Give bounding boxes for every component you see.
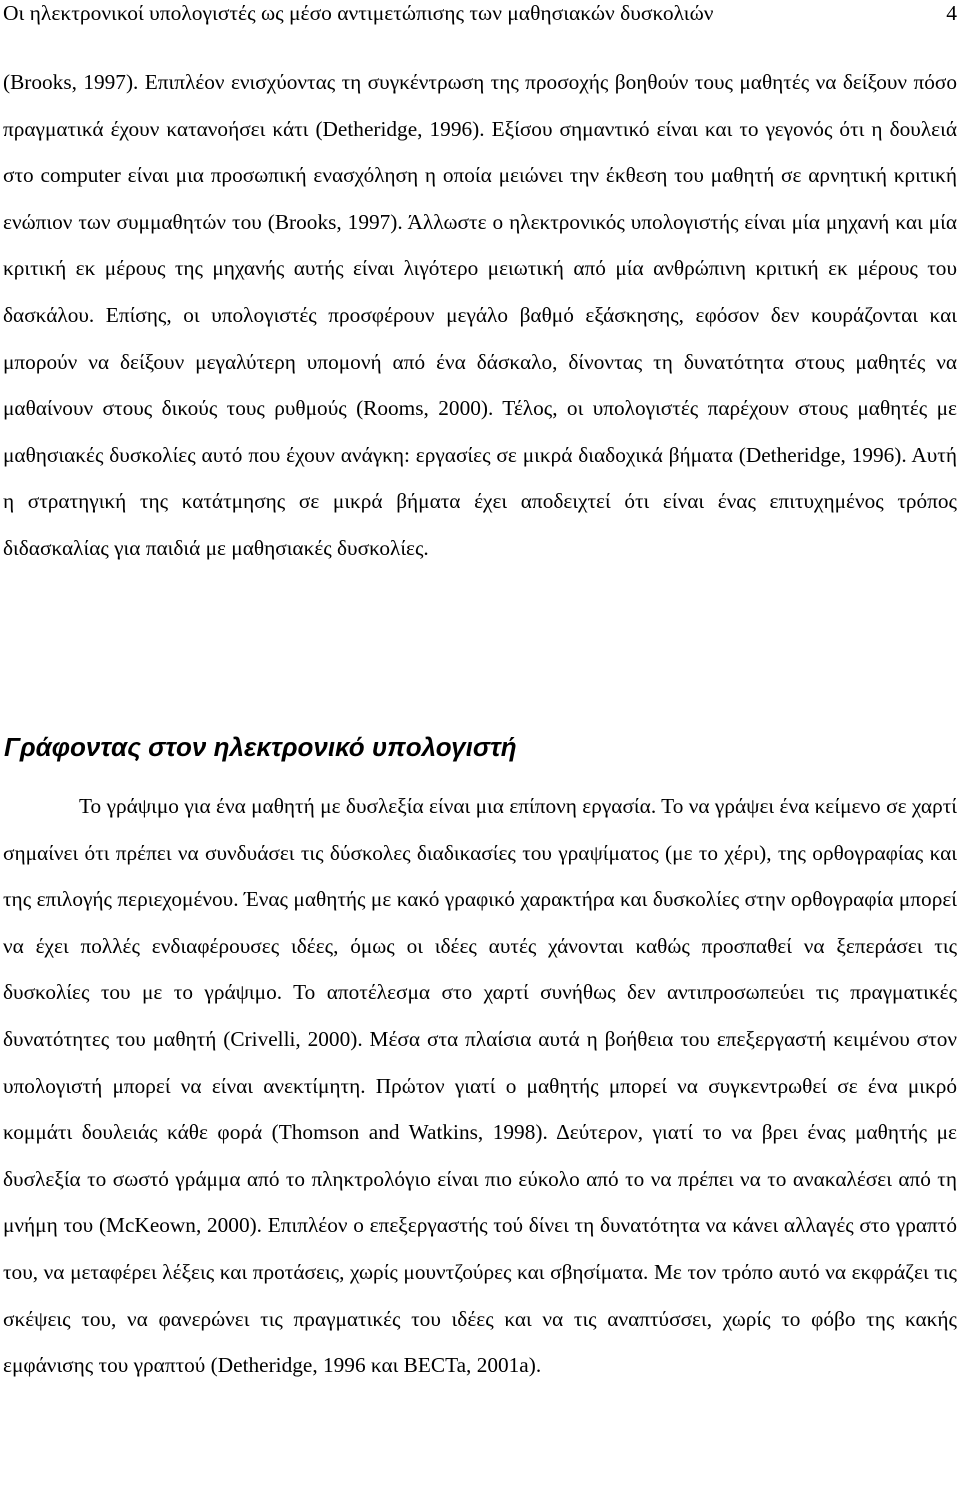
page-number: 4 [946,1,957,25]
section-heading: Γράφοντας στον ηλεκτρονικό υπολογιστή [4,732,517,762]
running-title: Οι ηλεκτρονικοί υπολογιστές ως μέσο αντιμετώπισης των μαθησιακών δυσκολιών [3,1,714,25]
body-paragraph-2: Το γράψιμο για ένα μαθητή με δυσλεξία είναι μια επίπονη εργασία. Το να γράψει ένα κείμενο σε χαρτί σημαίνει ότι πρέπει να συνδυάσει τις δύσκολες διαδικασίες του γραψίματος (με το χέρι), της ορθογραφίας και της επιλογής περιεχομένου. Ένας μαθητής με κακό γραφικό χαρακτήρα και δυσκολίες στην ορθογραφία μπορεί να έχει πολλές ενδιαφέρουσες ιδέες, όμως οι ιδέες αυτές χάνονται καθώς προσπαθεί να ξεπεράσει τις δυσκολίες του με το γράψιμο. Το αποτέλεσμα στο χαρτί συνήθως δεν αντιπροσωπεύει τις πραγματικές δυνατότητες του μαθητή (Crivelli, 2000). Μέσα στα πλαίσια αυτά η βοήθεια του επεξεργαστή κειμένου στον υπολογιστή μπορεί να είναι ανεκτίμητη. Πρώτον γιατί ο μαθητής μπορεί να συγκεντρωθεί σε ένα μικρό κομμάτι δουλειάς κάθε φορά (Thomson and Watkins, 1998). Δεύτερον, γιατί το να βρει ένας μαθητής με δυσλεξία το σωστό γράμμα από το πληκτρολόγιο είναι πιο εύκολο από το να πρέπει να το ανακαλέσει από τη μνήμη του (McKeown, 2000). Επιπλέον ο επεξεργαστής τού δίνει τη δυνατότητα να κάνει αλλαγές στο γραπτό του, να μεταφέρει λέξεις και προτάσεις, χωρίς μουντζούρες και σβησίματα. Με τον τρόπο αυτό να εκφράζει τις σκέψεις του, να φανερώνει τις πραγματικές του ιδέες και να τις αναπτύσσει, χωρίς το φόβο της κακής εμφάνισης του γραπτού (Detheridge, 1996 και BECTa, 2001a). [3,794,957,1378]
body-paragraph-1: (Brooks, 1997). Επιπλέον ενισχύοντας τη συγκέντρωση της προσοχής βοηθούν τους μαθητές να δείξουν πόσο πραγματικά έχουν κατανοήσει κάτι (Detheridge, 1996). Εξίσου σημαντικό είναι και το γεγονός ότι η δουλειά στο computer είναι μια προσωπική ενασχόληση η οποία μειώνει την έκθεση του μαθητή σε αρνητική κριτική ενώπιον των συμμαθητών του (Brooks, 1997). Άλλωστε ο ηλεκτρονικός υπολογιστής είναι μία μηχανή και μία κριτική εκ μέρους της μηχανής αυτής είναι λιγότερο μειωτική από μία ανθρώπινη κριτική εκ μέρους του δασκάλου. Επίσης, οι υπολογιστές προσφέρουν μεγάλο βαθμό εξάσκησης, εφόσον δεν κουράζονται και μπορούν να δείξουν μεγαλύτερη υπομονή από ένα δάσκαλο, δίνοντας τη δυνατότητα στους μαθητές να μαθαίνουν στους δικούς τους ρυθμούς (Rooms, 2000). Τέλος, οι υπολογιστές παρέχουν στους μαθητές με μαθησιακές δυσκολίες αυτό που έχουν ανάγκη: εργασίες σε μικρά διαδοχικά βήματα (Detheridge, 1996). Αυτή η στρατηγική της κατάτμησης σε μικρά βήματα έχει αποδειχτεί ότι είναι ένας επιτυχημένος τρόπος διδασκαλίας για παιδιά με μαθησιακές δυσκολίες. [3,70,957,560]
running-header [3,0,957,30]
